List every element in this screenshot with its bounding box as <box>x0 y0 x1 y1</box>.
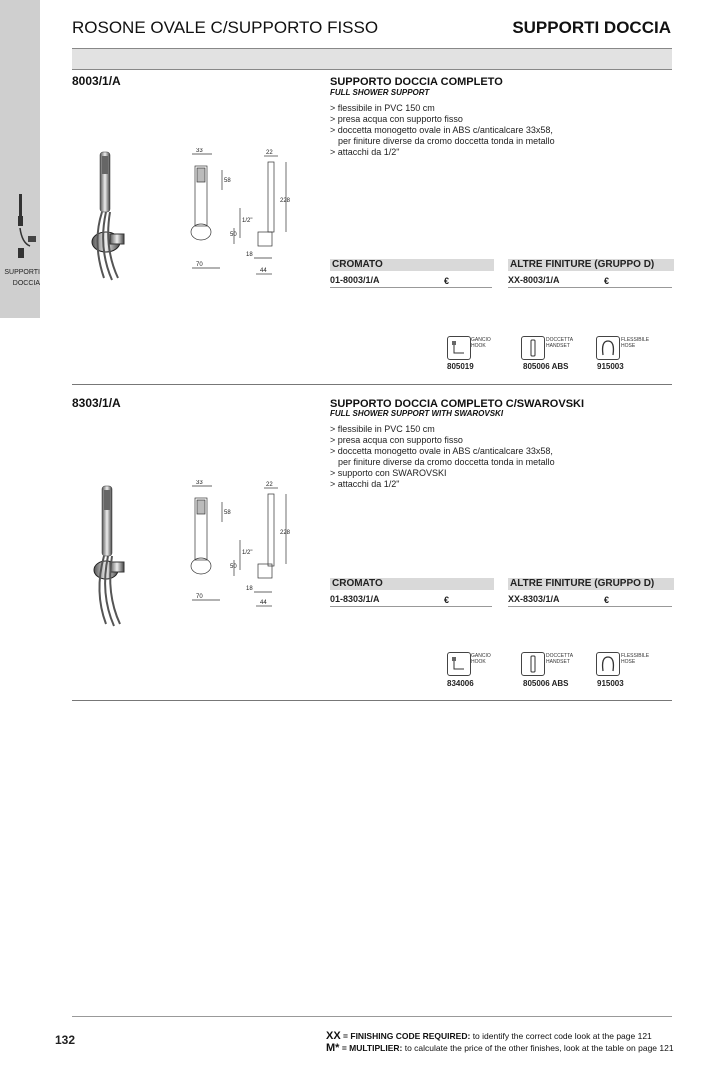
accessory-label <box>546 653 573 665</box>
sidebar-label <box>0 267 40 289</box>
feature-item: > flessibile in PVC 150 cm <box>330 424 435 434</box>
product-photo <box>82 148 152 283</box>
dim-label: 228 <box>280 198 291 204</box>
accessory-label-it: FLESSIBILE <box>621 653 650 659</box>
accessory-label-en: HOOK <box>471 659 486 665</box>
footer-key: XX <box>326 1030 341 1042</box>
feature-item: > presa acqua con supporto fisso <box>330 114 463 124</box>
accessory-label-en: HANDSET <box>546 343 570 349</box>
accessory-label-en: HANDSET <box>546 659 570 665</box>
dim-label: 44 <box>260 600 267 606</box>
hook-icon <box>447 336 471 360</box>
hose-icon <box>596 336 620 360</box>
accessory-code: 805006 ABS <box>523 362 569 371</box>
section-divider <box>72 384 672 385</box>
product-photo <box>82 482 152 628</box>
dim-label: 1/2" <box>242 550 253 556</box>
price-header-altre: ALTRE FINITURE (GRUPPO D) <box>508 578 674 590</box>
divider <box>330 606 492 607</box>
dim-label: 44 <box>260 268 267 274</box>
dim-label: 50 <box>230 564 237 570</box>
section-divider <box>72 700 672 701</box>
handset-icon <box>521 652 545 676</box>
dim-label: 33 <box>196 148 203 154</box>
footer-bold: = FINISHING CODE REQUIRED: <box>340 1031 471 1041</box>
dim-label: 22 <box>266 482 273 488</box>
accessory-label <box>621 337 649 349</box>
accessory-label-it: GANCIO <box>471 653 491 659</box>
feature-item: > doccetta monogetto ovale in ABS c/anticalcare 33x58, <box>330 125 553 135</box>
feature-list <box>330 424 555 490</box>
price-code: 01-8003/1/A <box>330 275 380 285</box>
feature-item: > supporto con SWAROVSKI <box>330 468 447 478</box>
euro-symbol: € <box>604 595 610 605</box>
technical-drawing <box>182 148 302 283</box>
accessory-label <box>621 653 649 665</box>
price-code: XX-8303/1/A <box>508 594 560 604</box>
product-code: 8303/1/A <box>72 396 121 410</box>
feature-item: > attacchi da 1/2" <box>330 147 400 157</box>
feature-list <box>330 103 555 158</box>
dim-label: 70 <box>196 594 203 600</box>
price-header-altre: ALTRE FINITURE (GRUPPO D) <box>508 259 674 271</box>
divider <box>330 287 492 288</box>
shower-support-icon <box>8 188 40 260</box>
accessory-label-en: HOOK <box>471 343 486 349</box>
dim-label: 58 <box>224 510 231 516</box>
footer-note-finishing <box>326 1030 652 1042</box>
page-number: 132 <box>55 1033 76 1047</box>
accessory-label-en: HOSE <box>621 659 636 665</box>
dim-label: 22 <box>266 150 273 156</box>
dim-label: 1/2" <box>242 218 253 224</box>
euro-symbol: € <box>444 595 450 605</box>
accessory-label <box>471 653 491 665</box>
accessory-label-en: HOSE <box>621 343 636 349</box>
hook-icon <box>447 652 471 676</box>
feature-item: per finiture diverse da cromo doccetta tonda in metallo <box>338 457 555 467</box>
accessory-label <box>546 337 573 349</box>
dim-label: 33 <box>196 480 203 486</box>
feature-item: per finiture diverse da cromo doccetta tonda in metallo <box>338 136 555 146</box>
dim-label: 18 <box>246 586 253 592</box>
footer-text: to calculate the price of the other finishes, look at the table on page 121 <box>402 1043 674 1053</box>
divider <box>508 287 672 288</box>
sidebar-label-line1: SUPPORTI <box>4 269 40 276</box>
page-title: ROSONE OVALE C/SUPPORTO FISSO <box>72 18 379 37</box>
product-subtitle: FULL SHOWER SUPPORT WITH SWAROVSKI <box>330 409 504 418</box>
euro-symbol: € <box>604 276 610 286</box>
footer-divider <box>72 1016 672 1017</box>
feature-item: > attacchi da 1/2" <box>330 479 400 489</box>
footer-note-multiplier <box>326 1042 674 1054</box>
product-subtitle: FULL SHOWER SUPPORT <box>330 88 430 97</box>
dim-label: 58 <box>224 178 231 184</box>
accessory-code: 805006 ABS <box>523 679 569 688</box>
price-code: 01-8303/1/A <box>330 594 380 604</box>
accessory-label-it: DOCCETTA <box>546 337 574 343</box>
dim-label: 70 <box>196 262 203 268</box>
dim-label: 18 <box>246 252 253 258</box>
divider <box>508 606 672 607</box>
price-code: XX-8003/1/A <box>508 275 560 285</box>
accessory-label <box>471 337 491 349</box>
feature-item: > doccetta monogetto ovale in ABS c/anticalcare 33x58, <box>330 446 553 456</box>
technical-drawing <box>182 480 302 615</box>
accessory-label-it: FLESSIBILE <box>621 337 650 343</box>
feature-item: > flessibile in PVC 150 cm <box>330 103 435 113</box>
hose-icon <box>596 652 620 676</box>
feature-item: > presa acqua con supporto fisso <box>330 435 463 445</box>
footer-bold: = MULTIPLIER: <box>339 1043 403 1053</box>
header-band <box>72 48 672 70</box>
accessory-label-it: DOCCETTA <box>546 653 574 659</box>
accessory-label-it: GANCIO <box>471 337 491 343</box>
accessory-code: 915003 <box>597 362 624 371</box>
euro-symbol: € <box>444 276 450 286</box>
dim-label: 228 <box>280 530 291 536</box>
sidebar-label-line2: DOCCIA <box>12 280 40 287</box>
price-header-cromato: CROMATO <box>330 259 494 271</box>
handset-icon <box>521 336 545 360</box>
footer-text: to identify the correct code look at the page 121 <box>470 1031 652 1041</box>
price-header-cromato: CROMATO <box>330 578 494 590</box>
product-code: 8003/1/A <box>72 74 121 88</box>
section-title: SUPPORTI DOCCIA <box>512 18 671 37</box>
footer-key: M* <box>326 1042 340 1054</box>
accessory-code: 805019 <box>447 362 474 371</box>
accessory-code: 834006 <box>447 679 474 688</box>
product-title: SUPPORTO DOCCIA COMPLETO C/SWAROVSKI <box>330 398 585 410</box>
dim-label: 50 <box>230 232 237 238</box>
accessory-code: 915003 <box>597 679 624 688</box>
product-title: SUPPORTO DOCCIA COMPLETO <box>330 76 503 88</box>
